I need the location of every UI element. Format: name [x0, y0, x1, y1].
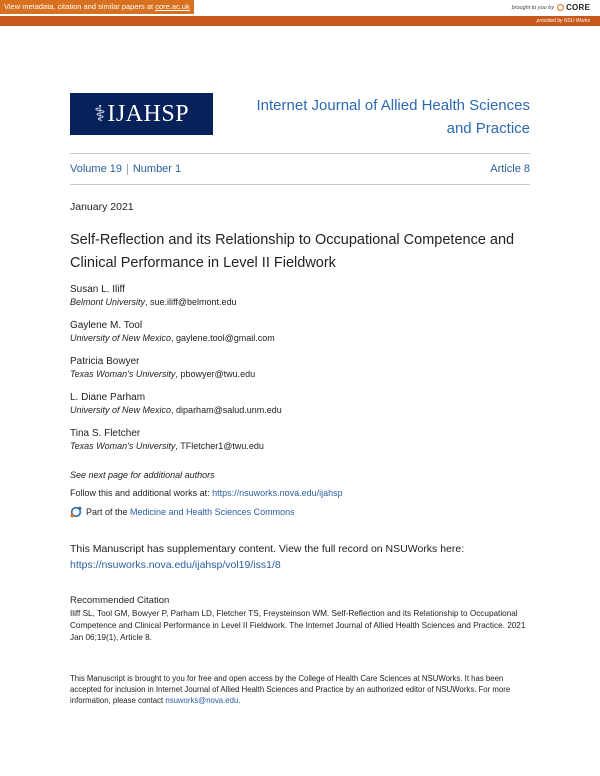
see-next-note: See next page for additional authors [70, 470, 215, 480]
provided-by-text: provided by NSU Works [536, 18, 590, 24]
divider [70, 153, 530, 154]
core-brought-by [512, 3, 590, 12]
author-affiliation: Texas Woman's University, pbowyer@twu.edu [70, 369, 256, 379]
footer-text: This Manuscript is brought to you for free and open access by the College of Health Care Sciences at NSUWorks. It has been accepted for inclusion in Internet Journal of Allied Health Sciences and Practice by an authorized editor of NSUWorks. For more information, please contact [70, 674, 511, 705]
author-name: L. Diane Parham [70, 392, 146, 403]
author-name: Patricia Bowyer [70, 356, 140, 367]
author-name: Tina S. Fletcher [70, 428, 141, 439]
caduceus-icon: ⚕ [93, 101, 107, 126]
affiliation-name: University of New Mexico [70, 405, 172, 415]
brought-by-text: brought to you by [511, 4, 555, 11]
author-affiliation: Texas Woman's University, TFletcher1@twu.edu [70, 441, 264, 451]
core-logo-icon [557, 4, 564, 11]
author-item [70, 391, 530, 427]
author-item [70, 355, 530, 391]
author-email: pbowyer@twu.edu [180, 369, 256, 379]
follow-prefix: Follow this and additional works at: [70, 488, 213, 498]
author-email: diparham@salud.unm.edu [176, 405, 282, 415]
author-list [70, 283, 530, 463]
affiliation-name: Texas Woman's University [70, 369, 176, 379]
supplementary-text: This Manuscript has supplementary content. View the full record on NSUWorks here: [70, 543, 465, 555]
core-logo[interactable] [557, 3, 590, 12]
divider [70, 184, 530, 185]
contact-email-link[interactable]: nsuworks@nova.edu [165, 696, 239, 705]
author-item [70, 283, 530, 319]
core-link-prefix: View metadata, citation and similar papers at [4, 2, 156, 11]
citation-text: Iliff SL, Tool GM, Bowyer P, Parham LD, Fletcher TS, Freysteinson WM. Self-Reflection and its Relationship to Occupational Competence and Clinical Performance in Level II Fieldwork. The Internet Journal of Allied Health Sciences and Practice. 2021 Jan 06;19(1), Article 8. [70, 609, 526, 642]
footer-end: . [238, 696, 241, 705]
footer-note [70, 673, 530, 706]
separator: | [125, 163, 129, 175]
number-link[interactable]: Number 1 [132, 163, 182, 175]
author-name: Gaylene M. Tool [70, 320, 143, 331]
author-email: sue.iliff@belmont.edu [150, 297, 237, 307]
supplementary-link[interactable]: https://nsuworks.nova.edu/ijahsp/vol19/iss1/8 [70, 559, 281, 571]
logo-label: IJAHSP [107, 100, 190, 127]
part-of-line [70, 506, 295, 518]
journal-logo-text [94, 101, 189, 128]
follow-link[interactable]: https://nsuworks.nova.edu/ijahsp [212, 488, 343, 498]
journal-logo[interactable] [70, 93, 213, 135]
part-prefix: Part of the [86, 507, 131, 517]
follow-line [70, 488, 343, 498]
paper-title: Self-Reflection and its Relationship to Occupational Competence and Clinical Performance in Level II Fieldwork [70, 232, 515, 271]
core-logo-text: CORE [566, 3, 590, 12]
core-provided-strip [0, 16, 600, 26]
author-item [70, 427, 530, 463]
affiliation-name: Texas Woman's University [70, 441, 176, 451]
volume-link[interactable]: Volume 19 [70, 163, 122, 175]
author-affiliation: University of New Mexico, diparham@salud.unm.edu [70, 405, 282, 415]
author-email: gaylene.tool@gmail.com [176, 333, 275, 343]
core-banner [0, 0, 600, 26]
commons-link[interactable]: Medicine and Health Sciences Commons [130, 507, 295, 517]
core-link-domain: core.ac.uk [155, 2, 190, 11]
author-affiliation: Belmont University, sue.iliff@belmont.edu [70, 297, 237, 307]
affiliation-name: University of New Mexico [70, 333, 172, 343]
supplementary-note [70, 541, 540, 573]
article-link[interactable]: Article 8 [490, 163, 530, 175]
author-name: Susan L. Iliff [70, 284, 125, 295]
affiliation-name: Belmont University [70, 297, 146, 307]
core-metadata-link[interactable] [0, 0, 194, 14]
journal-title-link[interactable]: Internet Journal of Allied Health Sciences and Practice [256, 97, 530, 137]
author-email: TFletcher1@twu.edu [180, 441, 264, 451]
author-affiliation: University of New Mexico, gaylene.tool@gmail.com [70, 333, 275, 343]
author-item [70, 319, 530, 355]
volume-number [70, 163, 181, 175]
publication-date: January 2021 [70, 201, 134, 213]
citation-heading: Recommended Citation [70, 595, 170, 606]
network-icon [70, 506, 82, 518]
